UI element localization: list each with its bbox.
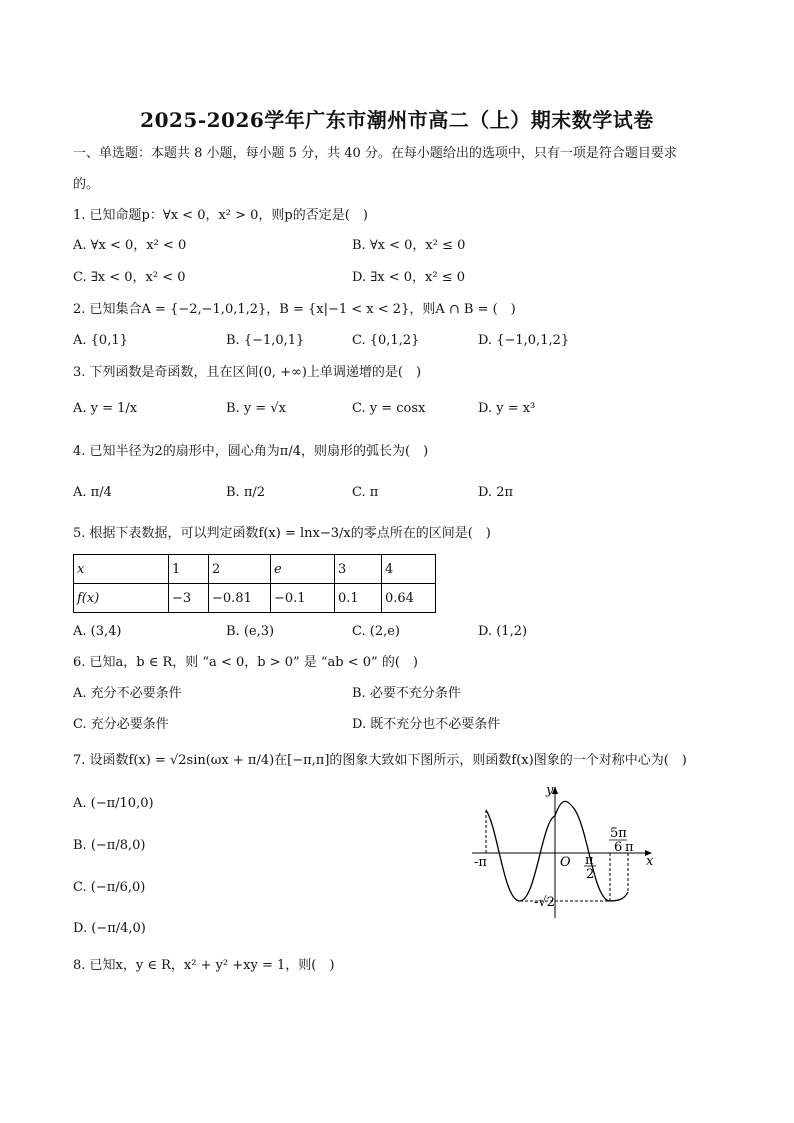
question-6-stem: 6. 已知a，b ∈ R，则 “a < 0，b > 0” 是 “ab < 0” 的( )	[73, 655, 418, 670]
question-3-option-b: B. y = √x	[226, 401, 286, 416]
question-3-option-a: A. y = 1/x	[73, 401, 138, 416]
table-row	[74, 555, 436, 584]
question-5-table	[73, 554, 436, 613]
question-1-option-a: A. ∀x < 0，x² < 0	[73, 238, 187, 253]
question-2-option-b: B. {−1,0,1}	[226, 333, 305, 348]
pi-right-label: π	[625, 840, 634, 855]
question-5-stem: 5. 根据下表数据，可以判定函数f(x) = lnx−3/x的零点所在的区间是( )	[73, 526, 491, 541]
pi-half-num: π	[585, 853, 594, 868]
neg-sqrt2-label: -√2	[534, 895, 555, 910]
question-8-stem: 8. 已知x，y ∈ R，x² + y² +xy = 1，则( )	[73, 958, 335, 973]
question-3-option-c: C. y = cosx	[352, 401, 426, 416]
question-6-option-d: D. 既不充分也不必要条件	[352, 717, 501, 732]
question-7-stem: 7. 设函数f(x) = √2sin(ωx + π/4)在[−π,π]的图象大致如下图所示，则函数f(x)图象的一个对称中心为( )	[73, 753, 687, 768]
question-6-option-b: B. 必要不充分条件	[352, 686, 461, 701]
table-cell: 2	[209, 555, 271, 584]
table-cell: x	[74, 555, 169, 584]
question-2-option-a: A. {0,1}	[73, 333, 128, 348]
question-5-option-c: C. (2,e)	[352, 624, 400, 639]
five-pi-num: 5π	[610, 826, 627, 841]
question-7-option-d: D. (−π/4,0)	[73, 921, 146, 936]
section-heading: 一、单选题：本题共 8 小题，每小题 5 分，共 40 分。在每小题给出的选项中，只有一项是符合题目要求	[73, 146, 677, 161]
sine-graph	[470, 780, 670, 920]
table-cell: e	[271, 555, 335, 584]
question-2-option-d: D. {−1,0,1,2}	[478, 333, 570, 348]
table-cell: 0.64	[382, 584, 436, 613]
table-cell: f(x)	[74, 584, 169, 613]
section-heading-cont: 的。	[73, 177, 100, 192]
table-cell: 0.1	[335, 584, 382, 613]
question-7-option-c: C. (−π/6,0)	[73, 880, 146, 895]
x-axis-label: x	[646, 854, 654, 869]
question-6-option-a: A. 充分不必要条件	[73, 686, 182, 701]
question-4-stem: 4. 已知半径为2的扇形中，圆心角为π/4，则扇形的弧长为( )	[73, 444, 429, 459]
five-pi-den: 6	[614, 840, 623, 855]
question-7-option-a: A. (−π/10,0)	[73, 796, 154, 811]
table-cell: −0.1	[271, 584, 335, 613]
question-4-option-a: A. π/4	[73, 485, 112, 500]
question-4-option-b: B. π/2	[226, 485, 266, 500]
question-2-option-c: C. {0,1,2}	[352, 333, 420, 348]
page-title: 2025-2026学年广东市潮州市高二（上）期末数学试卷	[140, 108, 654, 132]
question-5-option-a: A. (3,4)	[73, 624, 122, 639]
question-1-option-b: B. ∀x < 0，x² ≤ 0	[352, 238, 466, 253]
question-4-option-c: C. π	[352, 485, 379, 500]
question-3-stem: 3. 下列函数是奇函数，且在区间(0, +∞)上单调递增的是( )	[73, 365, 422, 380]
table-cell: −0.81	[209, 584, 271, 613]
table-cell: 1	[169, 555, 209, 584]
neg-pi-label: -π	[474, 855, 487, 870]
question-1-option-c: C. ∃x < 0，x² < 0	[73, 270, 186, 285]
y-axis-label: y	[546, 783, 554, 798]
question-1-option-d: D. ∃x < 0，x² ≤ 0	[352, 270, 466, 285]
table-cell: 3	[335, 555, 382, 584]
question-5-option-d: D. (1,2)	[478, 624, 528, 639]
question-6-option-c: C. 充分必要条件	[73, 717, 169, 732]
question-5-option-b: B. (e,3)	[226, 624, 275, 639]
question-2-stem: 2. 已知集合A = {−2,−1,0,1,2}，B = {x|−1 < x < 2}，则A ∩ B = ( )	[73, 302, 516, 317]
sine-curve	[486, 801, 628, 901]
table-row	[74, 584, 436, 613]
pi-half-den: 2	[586, 867, 595, 882]
question-3-option-d: D. y = x³	[478, 401, 536, 416]
question-4-option-d: D. 2π	[478, 485, 514, 500]
table-cell: −3	[169, 584, 209, 613]
origin-label: O	[560, 855, 571, 870]
question-7-option-b: B. (−π/8,0)	[73, 838, 146, 853]
table-cell: 4	[382, 555, 436, 584]
question-1-stem: 1. 已知命题p：∀x < 0，x² > 0，则p的否定是( )	[73, 208, 368, 223]
